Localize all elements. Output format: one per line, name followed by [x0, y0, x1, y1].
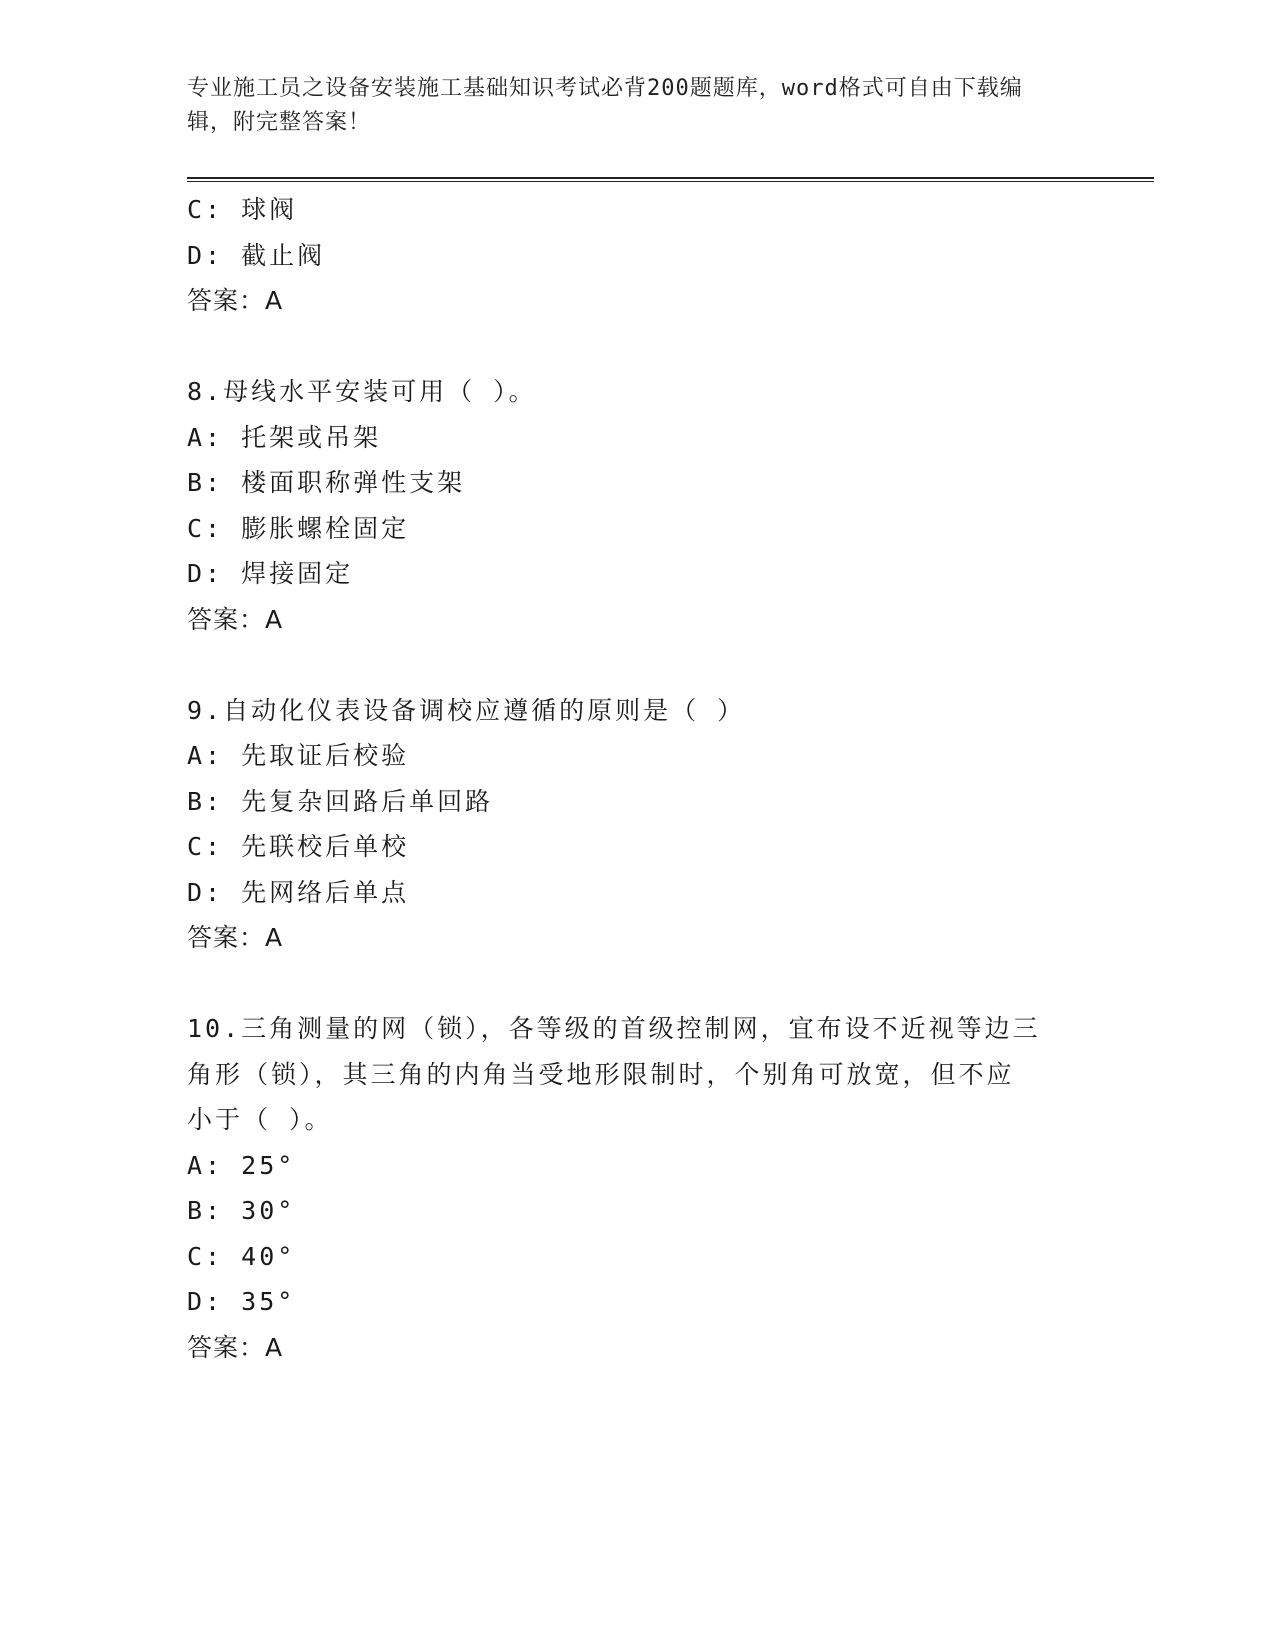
answer: 答案：A [187, 286, 284, 315]
question-stem-line-1: 10.三角测量的网（锁），各等级的首级控制网，宜布设不近视等边三 [187, 1014, 1041, 1043]
option-b: B: 先复杂回路后单回路 [187, 786, 494, 816]
answer: 答案：A [187, 1332, 284, 1362]
option-d: D: 35° [187, 1287, 296, 1316]
option-c: C: 40° [187, 1241, 296, 1271]
option-c: C: 膨胀螺栓固定 [187, 513, 410, 543]
question-10 [187, 1006, 1087, 1370]
option-b: B: 楼面职称弹性支架 [187, 468, 466, 497]
option-d: D: 先网络后单点 [187, 877, 410, 907]
document-title: 专业施工员之设备安装施工基础知识考试必背200题题库，word格式可自由下载编辑，附完整答案！ [187, 76, 1023, 135]
question-list [187, 187, 1087, 1370]
answer: 答案：A [187, 923, 284, 952]
question-9 [187, 688, 1087, 961]
spacer [187, 642, 1087, 688]
question-8 [187, 369, 1087, 642]
document-header [187, 72, 1067, 140]
option-a: A: 托架或吊架 [187, 422, 382, 452]
question-stem-line-3: 小于（ ）。 [187, 1105, 333, 1134]
question-stem-line-2: 角形（锁），其三角的内角当受地形限制时，个别角可放宽，但不应 [187, 1059, 1015, 1089]
spacer [187, 961, 1087, 1007]
question-stem: 8.母线水平安装可用（ ）。 [187, 377, 537, 406]
header-rule-thin [187, 181, 1154, 182]
question-stem: 9.自动化仪表设备调校应遵循的原则是（ ） [187, 695, 746, 725]
option-d: D: 截止阀 [187, 240, 326, 270]
option-c: C: 先联校后单校 [187, 832, 410, 861]
question-7-continued [187, 187, 1087, 324]
header-rule-thick [187, 177, 1154, 179]
option-d: D: 焊接固定 [187, 559, 354, 588]
answer: 答案：A [187, 604, 284, 634]
spacer [187, 324, 1087, 370]
option-b: B: 30° [187, 1196, 296, 1225]
option-a: A: 先取证后校验 [187, 741, 410, 770]
option-c: C: 球阀 [187, 195, 298, 224]
option-a: A: 25° [187, 1150, 296, 1180]
